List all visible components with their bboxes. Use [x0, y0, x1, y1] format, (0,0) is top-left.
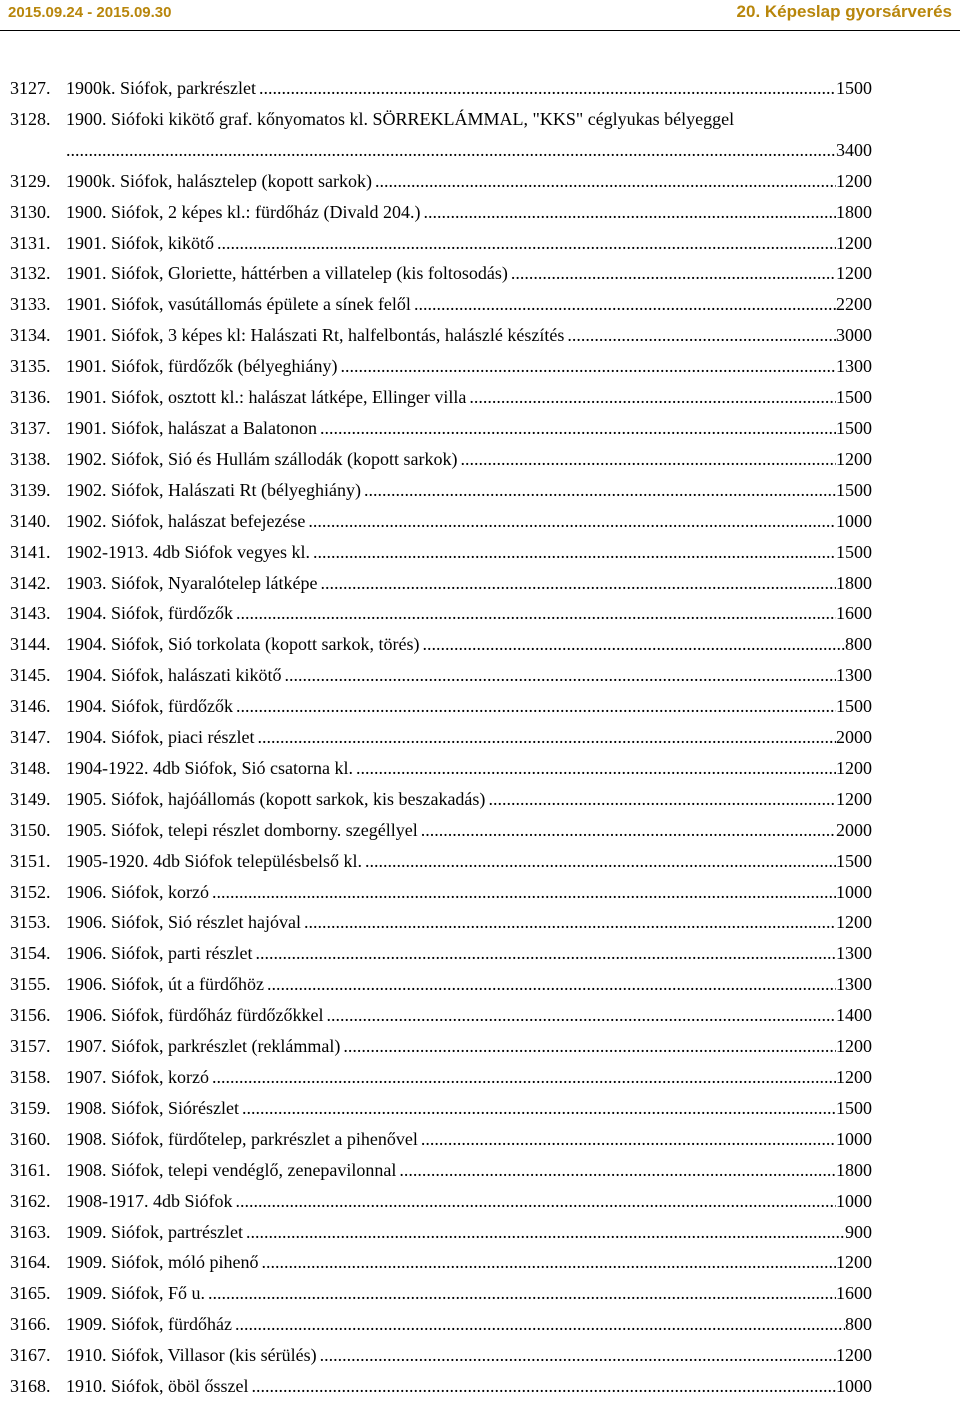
lot-description: 1901. Siófok, halászat a Balatonon [66, 417, 317, 438]
dot-leader [460, 444, 836, 475]
list-item [10, 815, 872, 846]
dot-leader [320, 568, 836, 599]
lot-price: 1000 [836, 1128, 872, 1149]
lot-price: 1600 [836, 603, 872, 624]
lot-number: 3167. [10, 1345, 51, 1366]
lot-price: 1400 [836, 1005, 872, 1026]
list-item [10, 228, 872, 259]
dot-leader [313, 537, 836, 568]
dot-leader [308, 506, 836, 537]
dot-leader [423, 197, 836, 228]
dot-leader [567, 320, 836, 351]
lot-number: 3132. [10, 263, 51, 284]
lot-price: 1600 [836, 1283, 872, 1304]
lot-price: 1200 [836, 170, 872, 191]
list-item [10, 1309, 872, 1340]
dot-leader [414, 289, 836, 320]
list-item [10, 1340, 872, 1371]
lot-price: 1500 [836, 387, 872, 408]
dot-leader [217, 228, 836, 259]
list-item [10, 1186, 872, 1217]
lot-number: 3159. [10, 1097, 51, 1118]
lot-description: 1909. Siófok, móló pihenő [66, 1252, 259, 1273]
lot-description: 1900. Siófok, 2 képes kl.: fürdőház (Divald 204.) [66, 201, 421, 222]
lot-price: 1200 [836, 912, 872, 933]
list-item [10, 1247, 872, 1278]
lot-description: 1906. Siófok, út a fürdőhöz [66, 974, 264, 995]
lot-price: 1500 [836, 696, 872, 717]
lot-price: 1800 [836, 201, 872, 222]
lot-description: 1900k. Siófok, halásztelep (kopott sarkok) [66, 170, 372, 191]
list-item [10, 846, 872, 877]
lot-description: 1901. Siófok, vasútállomás épülete a sínek felől [66, 294, 411, 315]
dot-leader [252, 1371, 837, 1402]
lot-description: 1909. Siófok, fürdőház [66, 1314, 232, 1335]
dot-leader [236, 691, 836, 722]
dot-leader [66, 135, 836, 166]
list-item [10, 1217, 872, 1248]
dot-leader [375, 166, 836, 197]
lot-description: 1904. Siófok, fürdőzők [66, 603, 233, 624]
lot-price: 3400 [836, 139, 872, 160]
lot-price: 1300 [836, 974, 872, 995]
lot-number: 3166. [10, 1314, 51, 1335]
lot-price: 1000 [836, 510, 872, 531]
list-item [10, 104, 872, 166]
dot-leader [236, 1186, 837, 1217]
list-item [10, 413, 872, 444]
lot-number: 3129. [10, 170, 51, 191]
list-item [10, 382, 872, 413]
dot-leader [257, 722, 836, 753]
lot-price: 1200 [836, 1067, 872, 1087]
list-item [10, 197, 872, 228]
lot-number: 3161. [10, 1159, 51, 1180]
lot-number: 3128. [10, 108, 51, 129]
lot-number: 3143. [10, 603, 51, 624]
lot-number: 3136. [10, 387, 51, 408]
lot-number: 3142. [10, 572, 51, 593]
dot-leader [421, 815, 836, 846]
lot-description: 1902. Siófok, Sió és Hullám szállodák (kopott sarkok) [66, 448, 458, 469]
lot-description: 1906. Siófok, fürdőház fürdőzőkkel [66, 1005, 324, 1026]
lot-price: 900 [845, 1221, 872, 1242]
lot-price: 2200 [836, 294, 872, 315]
lot-description: 1909. Siófok, partrészlet [66, 1221, 243, 1242]
lot-price: 1500 [836, 850, 872, 871]
lot-price: 1500 [836, 78, 872, 98]
dot-leader [422, 629, 845, 660]
lot-number: 3160. [10, 1128, 51, 1149]
lot-number: 3154. [10, 943, 51, 964]
lot-description: 1910. Siófok, Villasor (kis sérülés) [66, 1345, 317, 1366]
list-item [10, 969, 872, 1000]
lot-list [10, 73, 872, 1402]
lot-price: 1000 [836, 1376, 872, 1397]
lot-description: 1900. Siófoki kikötő graf. kőnyomatos kl. SÖRREKLÁMMAL, "KKS" céglyukas bélyeggel [66, 108, 735, 129]
lot-description: 1904. Siófok, Sió torkolata (kopott sarkok, törés) [66, 634, 420, 655]
dot-leader [320, 413, 836, 444]
dot-leader [488, 784, 836, 815]
dot-leader [267, 969, 836, 1000]
lot-description: 1901. Siófok, fürdőzők (bélyeghiány) [66, 356, 338, 377]
dot-leader [255, 938, 836, 969]
lot-description: 1901. Siófok, kikötő [66, 232, 215, 253]
lot-description: 1902. Siófok, Halászati Rt (bélyeghiány) [66, 479, 361, 500]
lot-number: 3145. [10, 665, 51, 686]
lot-number: 3156. [10, 1005, 51, 1026]
lot-description: 1900k. Siófok, parkrészlet [66, 78, 256, 98]
list-item [10, 1093, 872, 1124]
list-item [10, 629, 872, 660]
lot-description: 1901. Siófok, osztott kl.: halászat látképe, Ellinger villa [66, 387, 467, 408]
dot-leader [511, 258, 836, 289]
lot-price: 1000 [836, 1190, 872, 1211]
dot-leader [236, 598, 836, 629]
lot-number: 3137. [10, 417, 51, 438]
lot-description: 1909. Siófok, Fő u. [66, 1283, 206, 1304]
list-item [10, 1062, 872, 1093]
lot-number: 3158. [10, 1067, 51, 1087]
lot-description: 1903. Siófok, Nyaralótelep látképe [66, 572, 318, 593]
lot-number: 3149. [10, 788, 51, 809]
dot-leader [365, 846, 836, 877]
lot-number: 3127. [10, 78, 51, 98]
lot-number: 3139. [10, 479, 51, 500]
lot-number: 3130. [10, 201, 51, 222]
page-header [0, 0, 960, 31]
dot-leader [259, 73, 836, 104]
list-item [10, 475, 872, 506]
list-item [10, 907, 872, 938]
auction-title: 20. Képeslap gyorsárverés [736, 2, 952, 21]
dot-leader [208, 1278, 836, 1309]
lot-description: 1902-1913. 4db Siófok vegyes kl. [66, 541, 310, 562]
lot-price: 1800 [836, 1159, 872, 1180]
lot-price: 1200 [836, 1252, 872, 1273]
lot-number: 3147. [10, 727, 51, 748]
list-item [10, 444, 872, 475]
lot-description: 1908. Siófok, Siórészlet [66, 1097, 239, 1118]
lot-price: 1200 [836, 1345, 872, 1366]
lot-price: 1300 [836, 356, 872, 377]
lot-price: 1200 [836, 448, 872, 469]
list-item [10, 1031, 872, 1062]
list-item [10, 753, 872, 784]
list-item [10, 1155, 872, 1186]
list-item [10, 289, 872, 320]
list-item [10, 166, 872, 197]
list-item [10, 73, 872, 104]
dot-leader [326, 1000, 836, 1031]
lot-description: 1907. Siófok, korzó [66, 1067, 209, 1087]
list-item [10, 568, 872, 599]
list-item [10, 1278, 872, 1309]
lot-description: 1901. Siófok, Gloriette, háttérben a villatelep (kis foltosodás) [66, 263, 508, 284]
list-item [10, 660, 872, 691]
lot-number: 3144. [10, 634, 51, 655]
lot-description: 1904. Siófok, piaci részlet [66, 727, 255, 748]
lot-price: 800 [845, 1314, 872, 1335]
dot-leader [242, 1093, 836, 1124]
list-item [10, 1371, 872, 1402]
lot-description: 1906. Siófok, korzó [66, 881, 209, 902]
dot-leader [212, 877, 836, 908]
lot-description: 1904-1922. 4db Siófok, Sió csatorna kl. [66, 757, 353, 778]
lot-number: 3157. [10, 1036, 51, 1057]
lot-number: 3155. [10, 974, 51, 995]
dot-leader [356, 753, 836, 784]
lot-number: 3133. [10, 294, 51, 315]
lot-price: 1300 [836, 943, 872, 964]
lot-description: 1905-1920. 4db Siófok településbelső kl. [66, 850, 362, 871]
dot-leader [364, 475, 836, 506]
lot-number: 3135. [10, 356, 51, 377]
lot-price: 2000 [836, 819, 872, 840]
dot-leader [343, 1031, 836, 1062]
lot-number: 3164. [10, 1252, 51, 1273]
lot-price: 800 [845, 634, 872, 655]
list-item [10, 784, 872, 815]
list-item [10, 258, 872, 289]
list-item [10, 598, 872, 629]
lot-price: 1500 [836, 417, 872, 438]
lot-description: 1907. Siófok, parkrészlet (reklámmal) [66, 1036, 341, 1057]
list-item [10, 320, 872, 351]
lot-price: 1200 [836, 232, 872, 253]
lot-price: 1500 [836, 541, 872, 562]
lot-number: 3163. [10, 1221, 51, 1242]
lot-price: 1200 [836, 1036, 872, 1057]
dot-leader [304, 907, 836, 938]
lot-description: 1908. Siófok, fürdőtelep, parkrészlet a pihenővel [66, 1128, 418, 1149]
lot-description: 1904. Siófok, halászati kikötő [66, 665, 282, 686]
lot-number: 3141. [10, 541, 51, 562]
lot-number: 3131. [10, 232, 51, 253]
lot-price: 3000 [836, 325, 872, 346]
dot-leader [246, 1217, 845, 1248]
lot-description: 1906. Siófok, Sió részlet hajóval [66, 912, 301, 933]
dot-leader [469, 382, 836, 413]
list-item [10, 537, 872, 568]
lot-price: 1200 [836, 263, 872, 284]
list-item [10, 877, 872, 908]
list-item [10, 351, 872, 382]
dot-leader [320, 1340, 836, 1371]
dot-leader [399, 1155, 836, 1186]
lot-price: 1300 [836, 665, 872, 686]
lot-number: 3153. [10, 912, 51, 933]
lot-description: 1908. Siófok, telepi vendéglő, zenepavilonnal [66, 1159, 397, 1180]
dot-leader [340, 351, 836, 382]
lot-number: 3138. [10, 448, 51, 469]
list-item [10, 1124, 872, 1155]
lot-number: 3152. [10, 881, 51, 902]
list-item [10, 1000, 872, 1031]
lot-description: 1904. Siófok, fürdőzők [66, 696, 233, 717]
lot-description: 1910. Siófok, öböl ősszel [66, 1376, 249, 1397]
lot-number: 3150. [10, 819, 51, 840]
list-item [10, 938, 872, 969]
lot-price: 1500 [836, 1097, 872, 1118]
dot-leader [235, 1309, 845, 1340]
lot-description: 1905. Siófok, telepi részlet domborny. szegéllyel [66, 819, 418, 840]
lot-price: 1200 [836, 788, 872, 809]
date-range: 2015.09.24 - 2015.09.30 [8, 4, 172, 21]
lot-description: 1902. Siófok, halászat befejezése [66, 510, 306, 531]
lot-number: 3148. [10, 757, 51, 778]
lot-number: 3151. [10, 850, 51, 871]
list-item [10, 691, 872, 722]
lot-description: 1905. Siófok, hajóállomás (kopott sarkok, kis beszakadás) [66, 788, 486, 809]
dot-leader [284, 660, 836, 691]
lot-number: 3165. [10, 1283, 51, 1304]
lot-description: 1901. Siófok, 3 képes kl: Halászati Rt, halfelbontás, halászlé készítés [66, 325, 565, 346]
lot-description: 1906. Siófok, parti részlet [66, 943, 253, 964]
lot-price: 1000 [836, 881, 872, 902]
list-item [10, 506, 872, 537]
lot-number: 3168. [10, 1376, 51, 1397]
dot-leader [212, 1062, 836, 1093]
lot-number: 3140. [10, 510, 51, 531]
lot-description: 1908-1917. 4db Siófok [66, 1190, 233, 1211]
lot-price: 1500 [836, 479, 872, 500]
lot-number: 3146. [10, 696, 51, 717]
lot-price: 1800 [836, 572, 872, 593]
list-item [10, 722, 872, 753]
lot-price: 2000 [836, 727, 872, 748]
dot-leader [421, 1124, 836, 1155]
lot-number: 3134. [10, 325, 51, 346]
lot-number: 3162. [10, 1190, 51, 1211]
lot-price: 1200 [836, 757, 872, 778]
dot-leader [262, 1247, 837, 1278]
